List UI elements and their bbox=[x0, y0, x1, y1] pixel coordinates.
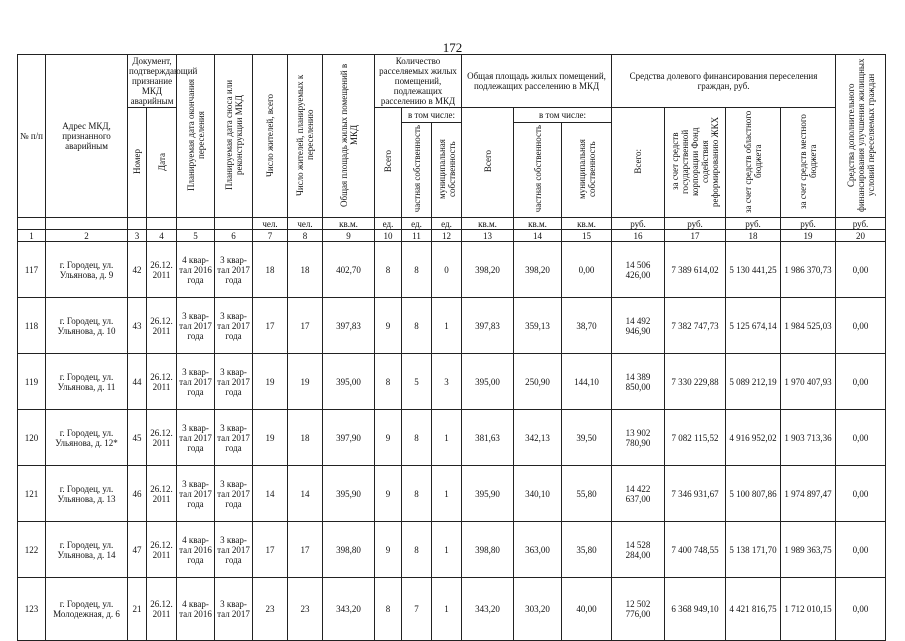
cell-demo: 3 квар- тал 2017 года bbox=[215, 298, 253, 354]
cell-f-tot: 14 389 850,00 bbox=[612, 354, 665, 410]
cell-f-fund: 7 346 931,67 bbox=[665, 466, 726, 522]
cell-f-loc: 1 970 407,93 bbox=[781, 354, 836, 410]
unit-cell bbox=[215, 218, 253, 230]
column-number-cell: 8 bbox=[288, 230, 323, 242]
cell-res: 14 bbox=[253, 466, 288, 522]
cell-end: 3 квар- тал 2017 года bbox=[177, 298, 215, 354]
unit-cell: руб. bbox=[836, 218, 886, 230]
header-doc-date: Дата bbox=[147, 108, 177, 218]
units-row bbox=[18, 218, 886, 230]
cell-r-pri: 8 bbox=[402, 466, 432, 522]
cell-f-ext: 0,00 bbox=[836, 522, 886, 578]
cell-date: 26.12. 2011 bbox=[147, 466, 177, 522]
column-number-cell: 1 bbox=[18, 230, 46, 242]
cell-demo: 3 квар- тал 2017 bbox=[215, 578, 253, 641]
cell-n: 123 bbox=[18, 578, 46, 641]
cell-a-mun: 38,70 bbox=[562, 298, 612, 354]
header-document: Документ, подтверждающий признание МКД аварийным bbox=[129, 56, 198, 106]
header-demolish: Планируемая дата сноса или реконструкции МКД bbox=[215, 55, 253, 218]
cell-res: 19 bbox=[253, 410, 288, 466]
cell-area: 402,70 bbox=[323, 242, 375, 298]
cell-f-tot: 14 528 284,00 bbox=[612, 522, 665, 578]
cell-addr: г. Городец, ул. Ульянова, д. 11 bbox=[46, 354, 128, 410]
cell-r-mun: 3 bbox=[432, 354, 462, 410]
cell-f-reg: 5 100 807,86 bbox=[726, 466, 781, 522]
header-residents-planned: Число жителей, планируемых к переселению bbox=[288, 55, 323, 218]
header-rooms-municipal: муниципальная собственность bbox=[432, 123, 462, 218]
column-number-cell: 4 bbox=[147, 230, 177, 242]
cell-f-reg: 5 089 212,19 bbox=[726, 354, 781, 410]
cell-a-tot: 343,20 bbox=[462, 578, 514, 641]
cell-res: 19 bbox=[253, 354, 288, 410]
cell-r-pri: 8 bbox=[402, 522, 432, 578]
cell-area: 395,00 bbox=[323, 354, 375, 410]
header-area-including: в том числе: bbox=[514, 108, 612, 123]
cell-f-ext: 0,00 bbox=[836, 578, 886, 641]
cell-a-tot: 395,00 bbox=[462, 354, 514, 410]
cell-end: 3 квар- тал 2017 года bbox=[177, 466, 215, 522]
table-row bbox=[18, 354, 886, 410]
cell-a-mun: 55,80 bbox=[562, 466, 612, 522]
table-row bbox=[18, 242, 886, 298]
cell-area: 398,80 bbox=[323, 522, 375, 578]
cell-f-fund: 7 400 748,55 bbox=[665, 522, 726, 578]
cell-n: 118 bbox=[18, 298, 46, 354]
cell-area: 343,20 bbox=[323, 578, 375, 641]
cell-a-tot: 381,63 bbox=[462, 410, 514, 466]
cell-a-tot: 398,80 bbox=[462, 522, 514, 578]
unit-cell: ед. bbox=[402, 218, 432, 230]
column-number-cell: 19 bbox=[781, 230, 836, 242]
unit-cell: руб. bbox=[781, 218, 836, 230]
column-number-cell: 17 bbox=[665, 230, 726, 242]
cell-demo: 3 квар- тал 2017 года bbox=[215, 354, 253, 410]
cell-r-mun: 0 bbox=[432, 242, 462, 298]
cell-r-tot: 9 bbox=[375, 522, 402, 578]
table-row bbox=[18, 522, 886, 578]
cell-addr: г. Городец, ул. Ульянова, д. 13 bbox=[46, 466, 128, 522]
cell-demo: 3 квар- тал 2017 года bbox=[215, 466, 253, 522]
cell-date: 26.12. 2011 bbox=[147, 578, 177, 641]
header-area-total: Всего bbox=[462, 108, 514, 218]
unit-cell bbox=[46, 218, 128, 230]
header-area-municipal: муниципальная собственность bbox=[562, 123, 612, 218]
cell-r-tot: 8 bbox=[375, 354, 402, 410]
column-number-cell: 10 bbox=[375, 230, 402, 242]
unit-cell: руб. bbox=[726, 218, 781, 230]
cell-f-fund: 7 389 614,02 bbox=[665, 242, 726, 298]
cell-r-tot: 9 bbox=[375, 466, 402, 522]
cell-a-mun: 144,10 bbox=[562, 354, 612, 410]
cell-f-ext: 0,00 bbox=[836, 410, 886, 466]
table-body bbox=[18, 242, 886, 641]
cell-r-mun: 1 bbox=[432, 578, 462, 641]
cell-r-tot: 9 bbox=[375, 298, 402, 354]
column-number-cell: 15 bbox=[562, 230, 612, 242]
cell-f-reg: 4 916 952,02 bbox=[726, 410, 781, 466]
table-row bbox=[18, 410, 886, 466]
unit-cell bbox=[147, 218, 177, 230]
cell-f-fund: 7 382 747,73 bbox=[665, 298, 726, 354]
cell-plan: 17 bbox=[288, 298, 323, 354]
unit-cell: ед. bbox=[375, 218, 402, 230]
cell-area: 397,90 bbox=[323, 410, 375, 466]
header-rooms-private: частная собственность bbox=[402, 123, 432, 218]
cell-f-fund: 7 082 115,52 bbox=[665, 410, 726, 466]
cell-r-pri: 5 bbox=[402, 354, 432, 410]
cell-date: 26.12. 2011 bbox=[147, 242, 177, 298]
cell-doc: 42 bbox=[128, 242, 147, 298]
cell-plan: 19 bbox=[288, 354, 323, 410]
cell-demo: 3 квар- тал 2017 года bbox=[215, 410, 253, 466]
cell-a-tot: 397,83 bbox=[462, 298, 514, 354]
column-number-cell: 7 bbox=[253, 230, 288, 242]
cell-res: 17 bbox=[253, 522, 288, 578]
header-area-private: частная собственность bbox=[514, 123, 562, 218]
cell-date: 26.12. 2011 bbox=[147, 522, 177, 578]
column-number-cell: 14 bbox=[514, 230, 562, 242]
cell-f-tot: 14 506 426,00 bbox=[612, 242, 665, 298]
cell-r-mun: 1 bbox=[432, 466, 462, 522]
column-number-cell: 12 bbox=[432, 230, 462, 242]
cell-n: 122 bbox=[18, 522, 46, 578]
header-fund-total: Всего: bbox=[612, 108, 665, 218]
cell-r-tot: 9 bbox=[375, 410, 402, 466]
cell-doc: 47 bbox=[128, 522, 147, 578]
cell-f-reg: 5 138 171,70 bbox=[726, 522, 781, 578]
cell-addr: г. Городец, ул. Ульянова, д. 14 bbox=[46, 522, 128, 578]
cell-f-reg: 5 125 674,14 bbox=[726, 298, 781, 354]
unit-cell: кв.м. bbox=[514, 218, 562, 230]
column-number-cell: 18 bbox=[726, 230, 781, 242]
cell-n: 119 bbox=[18, 354, 46, 410]
table-row bbox=[18, 298, 886, 354]
cell-addr: г. Городец, ул. Ульянова, д. 12* bbox=[46, 410, 128, 466]
cell-n: 120 bbox=[18, 410, 46, 466]
cell-f-ext: 0,00 bbox=[836, 242, 886, 298]
cell-a-mun: 40,00 bbox=[562, 578, 612, 641]
header-doc-number: Номер bbox=[128, 108, 147, 218]
header-resettle-end: Планируемая дата окончания переселения bbox=[177, 55, 215, 218]
cell-plan: 17 bbox=[288, 522, 323, 578]
column-number-cell: 9 bbox=[323, 230, 375, 242]
cell-doc: 21 bbox=[128, 578, 147, 641]
cell-doc: 46 bbox=[128, 466, 147, 522]
cell-a-tot: 398,20 bbox=[462, 242, 514, 298]
unit-cell: кв.м. bbox=[562, 218, 612, 230]
cell-f-tot: 14 422 637,00 bbox=[612, 466, 665, 522]
cell-f-reg: 5 130 441,25 bbox=[726, 242, 781, 298]
header-rooms-including: в том числе: bbox=[402, 108, 462, 123]
cell-a-pri: 250,90 bbox=[514, 354, 562, 410]
cell-f-fund: 7 330 229,88 bbox=[665, 354, 726, 410]
cell-demo: 3 квар- тал 2017 года bbox=[215, 522, 253, 578]
cell-doc: 45 bbox=[128, 410, 147, 466]
cell-a-tot: 395,90 bbox=[462, 466, 514, 522]
header-fund-local: за счет средств местного бюджета bbox=[781, 108, 836, 218]
cell-plan: 23 bbox=[288, 578, 323, 641]
cell-doc: 44 bbox=[128, 354, 147, 410]
resettlement-table bbox=[17, 54, 886, 641]
cell-addr: г. Городец, ул. Молодежная, д. 6 bbox=[46, 578, 128, 641]
unit-cell: руб. bbox=[665, 218, 726, 230]
cell-a-pri: 363,00 bbox=[514, 522, 562, 578]
unit-cell: руб. bbox=[612, 218, 665, 230]
cell-a-pri: 398,20 bbox=[514, 242, 562, 298]
unit-cell bbox=[128, 218, 147, 230]
header-fund-regional: за счет средств областного бюджета bbox=[726, 108, 781, 218]
cell-r-pri: 8 bbox=[402, 242, 432, 298]
unit-cell bbox=[177, 218, 215, 230]
cell-area: 397,83 bbox=[323, 298, 375, 354]
cell-f-tot: 14 492 946,90 bbox=[612, 298, 665, 354]
table-row bbox=[18, 578, 886, 641]
cell-a-mun: 0,00 bbox=[562, 242, 612, 298]
unit-cell: чел. bbox=[288, 218, 323, 230]
cell-r-pri: 8 bbox=[402, 410, 432, 466]
cell-f-loc: 1 986 370,73 bbox=[781, 242, 836, 298]
cell-res: 17 bbox=[253, 298, 288, 354]
cell-f-ext: 0,00 bbox=[836, 354, 886, 410]
cell-a-pri: 359,13 bbox=[514, 298, 562, 354]
cell-n: 121 bbox=[18, 466, 46, 522]
cell-f-loc: 1 989 363,75 bbox=[781, 522, 836, 578]
header-funding-group: Средства долевого финансирования переселения граждан, руб. bbox=[612, 55, 836, 108]
column-number-cell: 6 bbox=[215, 230, 253, 242]
cell-end: 4 квар- тал 2016 года bbox=[177, 522, 215, 578]
cell-plan: 14 bbox=[288, 466, 323, 522]
cell-date: 26.12. 2011 bbox=[147, 410, 177, 466]
cell-f-ext: 0,00 bbox=[836, 298, 886, 354]
cell-a-pri: 342,13 bbox=[514, 410, 562, 466]
header-num: № п/п bbox=[18, 55, 46, 218]
cell-r-mun: 1 bbox=[432, 298, 462, 354]
unit-cell: чел. bbox=[253, 218, 288, 230]
cell-f-loc: 1 712 010,15 bbox=[781, 578, 836, 641]
cell-f-tot: 13 902 780,90 bbox=[612, 410, 665, 466]
cell-f-loc: 1 974 897,47 bbox=[781, 466, 836, 522]
header-fund-fund: за счет средств государственной корпорации Фонд содействия реформированию ЖКХ bbox=[665, 108, 726, 218]
cell-f-ext: 0,00 bbox=[836, 466, 886, 522]
cell-r-mun: 1 bbox=[432, 522, 462, 578]
unit-cell: кв.м. bbox=[462, 218, 514, 230]
header-residents: Число жителей, всего bbox=[253, 55, 288, 218]
column-number-cell: 20 bbox=[836, 230, 886, 242]
cell-end: 4 квар- тал 2016 bbox=[177, 578, 215, 641]
cell-res: 23 bbox=[253, 578, 288, 641]
cell-f-fund: 6 368 949,10 bbox=[665, 578, 726, 641]
cell-res: 18 bbox=[253, 242, 288, 298]
cell-plan: 18 bbox=[288, 242, 323, 298]
header-rooms-total: Всего bbox=[375, 108, 402, 218]
cell-n: 117 bbox=[18, 242, 46, 298]
cell-demo: 3 квар- тал 2017 года bbox=[215, 242, 253, 298]
cell-end: 3 квар- тал 2017 года bbox=[177, 410, 215, 466]
cell-f-reg: 4 421 816,75 bbox=[726, 578, 781, 641]
column-number-cell: 3 bbox=[128, 230, 147, 242]
column-number-cell: 5 bbox=[177, 230, 215, 242]
cell-r-pri: 7 bbox=[402, 578, 432, 641]
cell-r-mun: 1 bbox=[432, 410, 462, 466]
cell-doc: 43 bbox=[128, 298, 147, 354]
cell-r-tot: 8 bbox=[375, 242, 402, 298]
cell-a-pri: 303,20 bbox=[514, 578, 562, 641]
cell-r-tot: 8 bbox=[375, 578, 402, 641]
column-number-cell: 16 bbox=[612, 230, 665, 242]
cell-addr: г. Городец, ул. Ульянова, д. 10 bbox=[46, 298, 128, 354]
header-rooms-count: Количество расселяемых жилых помещений, подлежащих расселению в МКД bbox=[375, 55, 462, 108]
header-fund-extra: Средства дополнительного финансирования улучшения жилищных условий переселяемых граждан bbox=[836, 55, 886, 218]
column-number-cell: 13 bbox=[462, 230, 514, 242]
cell-f-loc: 1 903 713,36 bbox=[781, 410, 836, 466]
header-area-group: Общая площадь жилых помещений, подлежащих расселению в МКД bbox=[462, 55, 612, 108]
cell-date: 26.12. 2011 bbox=[147, 354, 177, 410]
cell-date: 26.12. 2011 bbox=[147, 298, 177, 354]
cell-f-tot: 12 502 776,00 bbox=[612, 578, 665, 641]
cell-f-loc: 1 984 525,03 bbox=[781, 298, 836, 354]
unit-cell: кв.м. bbox=[323, 218, 375, 230]
column-number-cell: 11 bbox=[402, 230, 432, 242]
unit-cell bbox=[18, 218, 46, 230]
cell-area: 395,90 bbox=[323, 466, 375, 522]
cell-a-mun: 35,80 bbox=[562, 522, 612, 578]
header-address: Адрес МКД, признанного аварийным bbox=[46, 55, 128, 218]
cell-r-pri: 8 bbox=[402, 298, 432, 354]
cell-plan: 18 bbox=[288, 410, 323, 466]
unit-cell: ед. bbox=[432, 218, 462, 230]
cell-end: 3 квар- тал 2017 года bbox=[177, 354, 215, 410]
cell-end: 4 квар- тал 2016 года bbox=[177, 242, 215, 298]
cell-a-pri: 340,10 bbox=[514, 466, 562, 522]
table-row bbox=[18, 466, 886, 522]
column-number-cell: 2 bbox=[46, 230, 128, 242]
header-total-area: Общая площадь жилых помещений в МКД bbox=[323, 55, 375, 218]
cell-addr: г. Городец, ул. Ульянова, д. 9 bbox=[46, 242, 128, 298]
page-number: 172 bbox=[442, 40, 463, 55]
column-numbers-row bbox=[18, 230, 886, 242]
cell-a-mun: 39,50 bbox=[562, 410, 612, 466]
